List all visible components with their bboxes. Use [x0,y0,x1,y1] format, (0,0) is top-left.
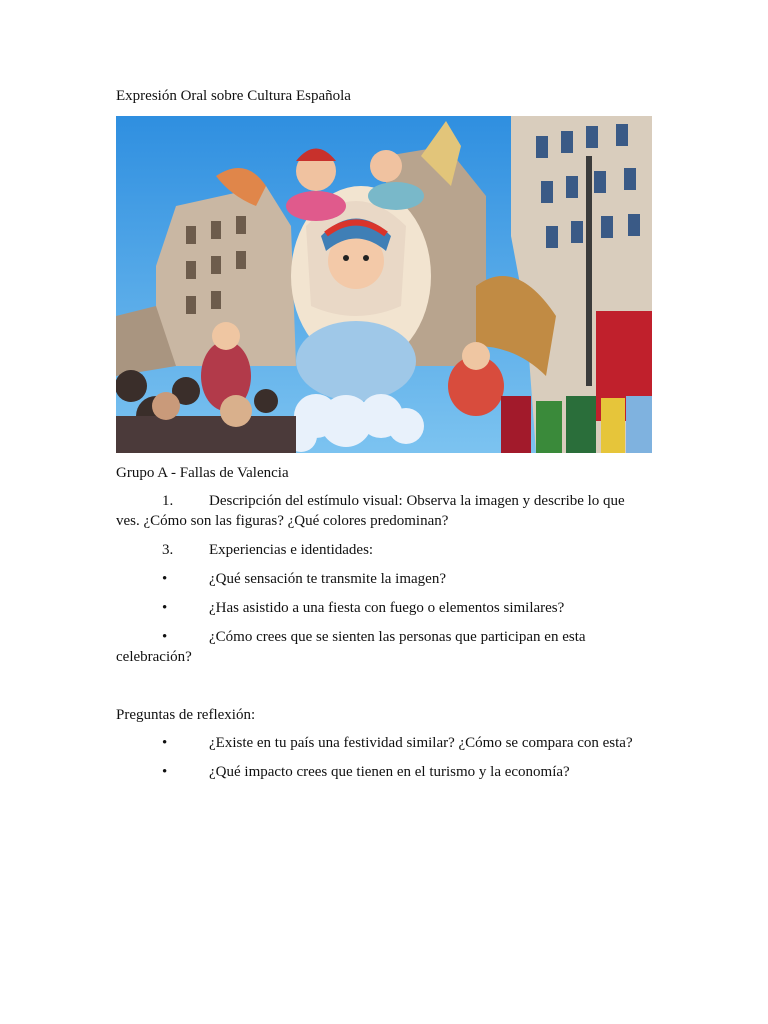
reflection-bullet-item [116,762,652,782]
list-text-continuation: ves. ¿Cómo son las figuras? ¿Qué colores predominan? [116,513,449,529]
reflection-bullet-item [116,733,652,753]
bullet-item [116,598,652,618]
bullet-mark: • [162,600,168,616]
list-number: 3. [162,542,174,558]
bullet-text: ¿Qué impacto crees que tienen en el turismo y la economía? [209,764,570,780]
fallas-photo [116,116,652,453]
list-text: Experiencias e identidades: [209,542,374,558]
bullet-text: ¿Qué sensación te transmite la imagen? [209,571,446,587]
bullet-text: ¿Has asistido a una fiesta con fuego o elementos similares? [209,600,565,616]
list-item-3 [116,540,652,560]
fallas-illustration [116,116,652,453]
bullet-mark: • [162,764,168,780]
list-number: 1. [162,493,174,509]
bullet-text-continuation: celebración? [116,649,192,665]
list-text: Descripción del estímulo visual: Observa la imagen y describe lo que [209,493,625,509]
bullet-mark: • [162,571,168,587]
group-heading: Grupo A - Fallas de Valencia [116,465,289,481]
list-item-1 [116,491,652,531]
bullet-item [116,569,652,589]
bullet-mark: • [162,629,168,645]
bullet-item [116,627,652,667]
document-title: Expresión Oral sobre Cultura Española [116,88,351,104]
bullet-text: ¿Existe en tu país una festividad similar? ¿Cómo se compara con esta? [209,735,633,751]
bullet-mark: • [162,735,168,751]
bullet-text: ¿Cómo crees que se sienten las personas que participan en esta [209,629,586,645]
reflection-heading: Preguntas de reflexión: [116,707,256,723]
